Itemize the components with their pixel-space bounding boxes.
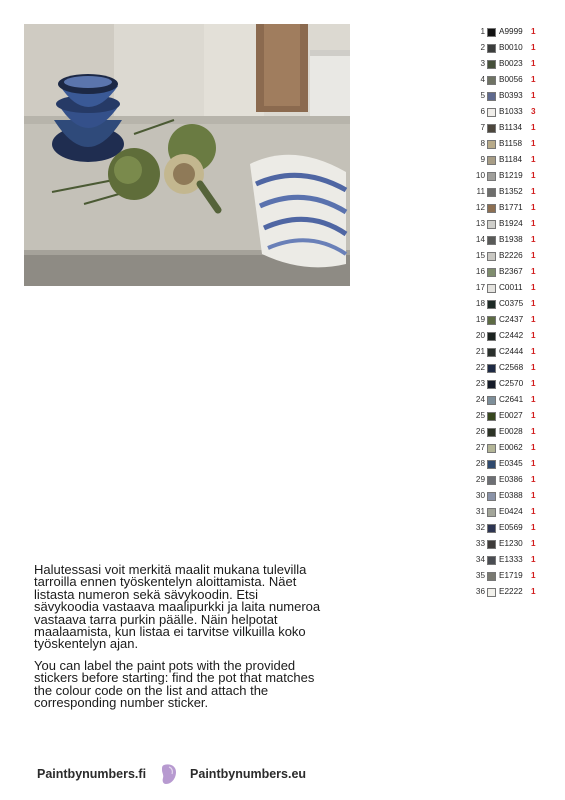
- color-number: 33: [475, 539, 485, 548]
- color-code: B1219: [499, 171, 523, 180]
- color-row: [468, 40, 558, 56]
- color-quantity: 1: [531, 203, 536, 212]
- color-row: [468, 360, 558, 376]
- color-row: [468, 312, 558, 328]
- color-code: B0010: [499, 43, 523, 52]
- paint-drop-logo-icon: [160, 763, 178, 785]
- color-row: [468, 72, 558, 88]
- color-number: 9: [480, 155, 485, 164]
- color-swatch: [487, 556, 496, 565]
- color-swatch: [487, 76, 496, 85]
- color-quantity: 1: [531, 395, 536, 404]
- color-code: B0056: [499, 75, 523, 84]
- still-life-painting: [24, 24, 350, 286]
- color-swatch: [487, 460, 496, 469]
- color-quantity: 1: [531, 219, 536, 228]
- color-number: 28: [475, 459, 485, 468]
- color-swatch: [487, 412, 496, 421]
- color-quantity: 1: [531, 507, 536, 516]
- brand-link-fi[interactable]: Paintbynumbers.fi: [37, 767, 147, 781]
- color-quantity: 1: [531, 251, 536, 260]
- color-row: [468, 392, 558, 408]
- color-swatch: [487, 508, 496, 517]
- color-number: 25: [475, 411, 485, 420]
- color-quantity: 1: [531, 171, 536, 180]
- color-number: 12: [475, 203, 485, 212]
- color-code: B2367: [499, 267, 523, 276]
- color-swatch: [487, 492, 496, 501]
- color-swatch: [487, 236, 496, 245]
- color-number: 24: [475, 395, 485, 404]
- color-row: [468, 168, 558, 184]
- color-code: C2641: [499, 395, 524, 404]
- color-number: 6: [480, 107, 485, 116]
- color-code: E0424: [499, 507, 523, 516]
- color-row: [468, 264, 558, 280]
- color-code: E0388: [499, 491, 523, 500]
- color-number: 18: [475, 299, 485, 308]
- color-code: E0062: [499, 443, 523, 452]
- color-number: 13: [475, 219, 485, 228]
- color-number: 1: [480, 27, 485, 36]
- color-number: 21: [475, 347, 485, 356]
- color-number: 19: [475, 315, 485, 324]
- color-code: C2437: [499, 315, 524, 324]
- color-number: 2: [480, 43, 485, 52]
- color-code: B1184: [499, 155, 523, 164]
- color-number: 4: [480, 75, 485, 84]
- color-swatch: [487, 60, 496, 69]
- color-quantity: 1: [531, 379, 536, 388]
- color-code: B1352: [499, 187, 523, 196]
- color-quantity: 1: [531, 587, 536, 596]
- color-code: E0386: [499, 475, 523, 484]
- instructions-finnish: Halutessasi voit merkitä maalit mukana tulevilla tarroilla ennen työskentelyn aloittamista. Näet listasta numeron sekä sävykoodin. Etsi sävykoodia vastaava maalipurkki ja laita numeroa vastaava tarra purkin päälle. Näin helpotat maalaamista, kun listaa ei tarvitse vilkuilla koko työskentelyn ajan.: [34, 562, 321, 652]
- color-swatch: [487, 108, 496, 117]
- color-row: [468, 104, 558, 120]
- color-quantity: 1: [531, 59, 536, 68]
- color-row: [468, 280, 558, 296]
- color-code: E0569: [499, 523, 523, 532]
- footer: [37, 762, 367, 786]
- color-number: 23: [475, 379, 485, 388]
- color-code: B1771: [499, 203, 523, 212]
- color-quantity: 1: [531, 299, 536, 308]
- color-code: B1033: [499, 107, 523, 116]
- color-quantity: 1: [531, 331, 536, 340]
- color-swatch: [487, 124, 496, 133]
- color-row: [468, 200, 558, 216]
- color-number: 17: [475, 283, 485, 292]
- color-swatch: [487, 268, 496, 277]
- color-quantity: 1: [531, 267, 536, 276]
- color-row: [468, 152, 558, 168]
- color-quantity: 3: [531, 107, 536, 116]
- color-row: [468, 408, 558, 424]
- color-swatch: [487, 540, 496, 549]
- color-code: E0028: [499, 427, 523, 436]
- color-code: B0393: [499, 91, 523, 100]
- color-row: [468, 296, 558, 312]
- color-swatch: [487, 476, 496, 485]
- color-row: [468, 232, 558, 248]
- color-swatch: [487, 140, 496, 149]
- color-row: [468, 120, 558, 136]
- color-quantity: 1: [531, 475, 536, 484]
- color-swatch: [487, 252, 496, 261]
- color-quantity: 1: [531, 235, 536, 244]
- color-row: [468, 552, 558, 568]
- color-row: [468, 520, 558, 536]
- color-code: B0023: [499, 59, 523, 68]
- instructions: [34, 564, 324, 718]
- color-swatch: [487, 380, 496, 389]
- color-number: 15: [475, 251, 485, 260]
- color-code: E0027: [499, 411, 523, 420]
- color-swatch: [487, 428, 496, 437]
- color-swatch: [487, 364, 496, 373]
- color-quantity: 1: [531, 91, 536, 100]
- color-code: C2444: [499, 347, 524, 356]
- color-code: B1938: [499, 235, 523, 244]
- color-swatch: [487, 332, 496, 341]
- color-quantity: 1: [531, 187, 536, 196]
- color-row: [468, 440, 558, 456]
- color-quantity: 1: [531, 427, 536, 436]
- color-row: [468, 88, 558, 104]
- color-number: 32: [475, 523, 485, 532]
- color-swatch: [487, 188, 496, 197]
- color-number: 3: [480, 59, 485, 68]
- color-number: 31: [475, 507, 485, 516]
- color-code: C2570: [499, 379, 524, 388]
- color-swatch: [487, 172, 496, 181]
- color-swatch: [487, 44, 496, 53]
- color-swatch: [487, 572, 496, 581]
- instructions-english: You can label the paint pots with the provided stickers before starting: find the pot that matches the colour code on the list and attach the corresponding number sticker.: [34, 657, 315, 711]
- color-number: 10: [475, 171, 485, 180]
- color-quantity: 1: [531, 411, 536, 420]
- color-row: [468, 248, 558, 264]
- color-row: [468, 328, 558, 344]
- color-number: 36: [475, 587, 485, 596]
- color-number: 29: [475, 475, 485, 484]
- color-number: 8: [480, 139, 485, 148]
- color-row: [468, 344, 558, 360]
- color-quantity: 1: [531, 139, 536, 148]
- color-row: [468, 456, 558, 472]
- color-number: 20: [475, 331, 485, 340]
- color-row: [468, 504, 558, 520]
- color-swatch: [487, 396, 496, 405]
- color-code: E1719: [499, 571, 523, 580]
- color-swatch: [487, 28, 496, 37]
- color-quantity: 1: [531, 443, 536, 452]
- color-number: 16: [475, 267, 485, 276]
- color-number: 14: [475, 235, 485, 244]
- color-swatch: [487, 92, 496, 101]
- color-swatch: [487, 588, 496, 597]
- color-code: E0345: [499, 459, 523, 468]
- color-swatch: [487, 444, 496, 453]
- color-number: 5: [480, 91, 485, 100]
- color-code: B1134: [499, 123, 523, 132]
- color-legend-list: [468, 24, 558, 600]
- color-swatch: [487, 204, 496, 213]
- color-number: 22: [475, 363, 485, 372]
- color-swatch: [487, 284, 496, 293]
- color-swatch: [487, 316, 496, 325]
- color-code: C0375: [499, 299, 524, 308]
- color-code: C0011: [499, 283, 523, 292]
- color-number: 11: [476, 187, 485, 196]
- brand-link-eu[interactable]: Paintbynumbers.eu: [190, 767, 307, 781]
- color-code: B2226: [499, 251, 523, 260]
- color-swatch: [487, 524, 496, 533]
- color-code: E1230: [499, 539, 523, 548]
- color-swatch: [487, 220, 496, 229]
- color-quantity: 1: [531, 43, 536, 52]
- color-quantity: 1: [531, 123, 536, 132]
- color-quantity: 1: [531, 347, 536, 356]
- color-quantity: 1: [531, 539, 536, 548]
- color-quantity: 1: [531, 283, 536, 292]
- color-number: 35: [475, 571, 485, 580]
- color-row: [468, 216, 558, 232]
- color-quantity: 1: [531, 523, 536, 532]
- color-row: [468, 424, 558, 440]
- color-quantity: 1: [531, 571, 536, 580]
- color-code: B1924: [499, 219, 523, 228]
- color-code: E1333: [499, 555, 523, 564]
- color-row: [468, 376, 558, 392]
- color-quantity: 1: [531, 75, 536, 84]
- color-code: C2568: [499, 363, 524, 372]
- color-row: [468, 536, 558, 552]
- color-row: [468, 472, 558, 488]
- color-row: [468, 184, 558, 200]
- color-code: C2442: [499, 331, 524, 340]
- color-quantity: 1: [531, 491, 536, 500]
- color-number: 7: [480, 123, 485, 132]
- color-row: [468, 56, 558, 72]
- color-code: A9999: [499, 27, 523, 36]
- color-quantity: 1: [531, 459, 536, 468]
- color-quantity: 1: [531, 315, 536, 324]
- color-number: 30: [475, 491, 485, 500]
- color-number: 34: [475, 555, 485, 564]
- color-number: 27: [475, 443, 485, 452]
- color-swatch: [487, 300, 496, 309]
- color-row: [468, 136, 558, 152]
- color-code: E2222: [499, 587, 523, 596]
- color-quantity: 1: [531, 555, 536, 564]
- color-quantity: 1: [531, 27, 536, 36]
- color-row: [468, 568, 558, 584]
- color-row: [468, 488, 558, 504]
- color-row: [468, 24, 558, 40]
- color-quantity: 1: [531, 363, 536, 372]
- color-quantity: 1: [531, 155, 536, 164]
- color-swatch: [487, 156, 496, 165]
- color-code: B1158: [499, 139, 523, 148]
- color-number: 26: [475, 427, 485, 436]
- color-row: [468, 584, 558, 600]
- color-swatch: [487, 348, 496, 357]
